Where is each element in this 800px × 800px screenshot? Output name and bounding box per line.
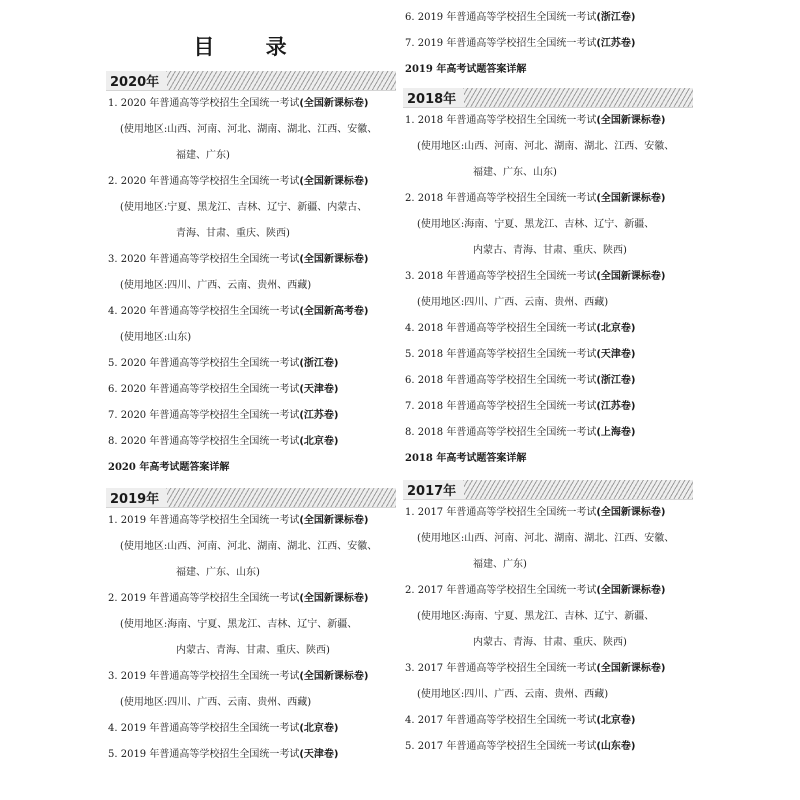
- usage-regions: (使用地区:四川、广西、云南、贵州、西藏): [417, 297, 609, 308]
- toc-entry[interactable]: [106, 508, 396, 534]
- paper-name: (山东卷): [596, 741, 636, 752]
- toc-entry[interactable]: [403, 108, 693, 134]
- usage-regions: (使用地区:四川、广西、云南、贵州、西藏): [120, 697, 312, 708]
- section-2017: [403, 480, 693, 760]
- exam-title: 5. 2019 年普通高等学校招生全国统一考试: [108, 749, 300, 760]
- exam-title: 2. 2020 年普通高等学校招生全国统一考试: [108, 176, 300, 187]
- toc-list: [403, 500, 693, 760]
- answers-link[interactable]: 2020 年高考试题答案详解: [108, 462, 230, 473]
- exam-title: 5. 2018 年普通高等学校招生全国统一考试: [405, 349, 597, 360]
- section-2020: [106, 71, 396, 481]
- header-hatch: [166, 488, 396, 507]
- paper-name: (江苏卷): [299, 410, 339, 421]
- toc-entry[interactable]: [403, 342, 693, 368]
- paper-name: (浙江卷): [596, 12, 636, 23]
- toc-entry[interactable]: [403, 420, 693, 446]
- toc-entry[interactable]: [106, 299, 396, 325]
- paper-name: (全国新课标卷): [299, 515, 369, 526]
- toc-entry[interactable]: [106, 403, 396, 429]
- usage-regions-continued: 内蒙古、青海、甘肃、重庆、陕西): [176, 645, 330, 656]
- toc-entry[interactable]: [106, 169, 396, 195]
- paper-name: (江苏卷): [596, 38, 636, 49]
- exam-title: 1. 2017 年普通高等学校招生全国统一考试: [405, 507, 597, 518]
- exam-title: 5. 2017 年普通高等学校招生全国统一考试: [405, 741, 597, 752]
- usage-regions: (使用地区:山西、河南、河北、湖南、湖北、江西、安徽、: [120, 124, 378, 135]
- usage-regions-continued: 青海、甘肃、重庆、陕西): [176, 228, 290, 239]
- toc-entry[interactable]: [403, 734, 693, 760]
- toc-entry[interactable]: [106, 716, 396, 742]
- toc-entry[interactable]: [106, 247, 396, 273]
- paper-name: (全国新课标卷): [299, 98, 369, 109]
- exam-title: 5. 2020 年普通高等学校招生全国统一考试: [108, 358, 300, 369]
- year-label: 2020年: [106, 73, 167, 91]
- right-column: [403, 0, 693, 760]
- paper-name: (全国新课标卷): [299, 671, 369, 682]
- usage-regions-continued: 福建、广东): [176, 150, 230, 161]
- exam-title: 6. 2019 年普通高等学校招生全国统一考试: [405, 12, 597, 23]
- answers-link[interactable]: 2019 年高考试题答案详解: [405, 64, 527, 75]
- toc-entry[interactable]: [403, 708, 693, 734]
- paper-name: (全国新课标卷): [596, 507, 666, 518]
- exam-title: 2. 2019 年普通高等学校招生全国统一考试: [108, 593, 300, 604]
- toc-entry[interactable]: [403, 578, 693, 604]
- paper-name: (浙江卷): [596, 375, 636, 386]
- year-header-2017: [403, 480, 693, 500]
- paper-name: (天津卷): [299, 749, 339, 760]
- year-label: 2017年: [403, 482, 464, 500]
- usage-regions: (使用地区:宁夏、黑龙江、吉林、辽宁、新疆、内蒙古、: [120, 202, 368, 213]
- exam-title: 7. 2020 年普通高等学校招生全国统一考试: [108, 410, 300, 421]
- toc-entry[interactable]: [106, 664, 396, 690]
- exam-title: 2. 2018 年普通高等学校招生全国统一考试: [405, 193, 597, 204]
- toc-entry[interactable]: [106, 351, 396, 377]
- paper-name: (全国新课标卷): [596, 271, 666, 282]
- exam-title: 4. 2019 年普通高等学校招生全国统一考试: [108, 723, 300, 734]
- usage-regions: (使用地区:海南、宁夏、黑龙江、吉林、辽宁、新疆、: [417, 611, 655, 622]
- page-title: 目 录: [193, 35, 309, 59]
- paper-name: (全国新课标卷): [596, 663, 666, 674]
- usage-regions: (使用地区:四川、广西、云南、贵州、西藏): [120, 280, 312, 291]
- toc-entry[interactable]: [403, 264, 693, 290]
- usage-regions: (使用地区:山东): [120, 332, 192, 343]
- exam-title: 4. 2018 年普通高等学校招生全国统一考试: [405, 323, 597, 334]
- exam-title: 1. 2020 年普通高等学校招生全国统一考试: [108, 98, 300, 109]
- exam-title: 1. 2018 年普通高等学校招生全国统一考试: [405, 115, 597, 126]
- exam-title: 1. 2019 年普通高等学校招生全国统一考试: [108, 515, 300, 526]
- left-column: [106, 0, 396, 768]
- paper-name: (北京卷): [299, 723, 339, 734]
- toc-entry[interactable]: [106, 429, 396, 455]
- paper-name: (全国新课标卷): [299, 254, 369, 265]
- paper-name: (北京卷): [596, 715, 636, 726]
- spacer: [106, 59, 396, 71]
- header-hatch: [463, 480, 693, 499]
- paper-name: (全国新高考卷): [299, 306, 369, 317]
- usage-regions: (使用地区:海南、宁夏、黑龙江、吉林、辽宁、新疆、: [417, 219, 655, 230]
- paper-name: (北京卷): [596, 323, 636, 334]
- toc-list: [106, 91, 396, 455]
- year-header-2020: [106, 71, 396, 91]
- toc-entry[interactable]: [403, 500, 693, 526]
- toc-entry[interactable]: [106, 377, 396, 403]
- toc-list: [403, 108, 693, 446]
- year-label: 2019年: [106, 490, 167, 508]
- paper-name: (全国新课标卷): [596, 193, 666, 204]
- paper-name: (全国新课标卷): [299, 593, 369, 604]
- paper-name: (全国新课标卷): [299, 176, 369, 187]
- toc-list: [106, 508, 396, 768]
- paper-name: (全国新课标卷): [596, 115, 666, 126]
- usage-regions: (使用地区:山西、河南、河北、湖南、湖北、江西、安徽、: [417, 533, 675, 544]
- toc-entry[interactable]: [403, 31, 693, 57]
- paper-name: (江苏卷): [596, 401, 636, 412]
- exam-title: 8. 2018 年普通高等学校招生全国统一考试: [405, 427, 597, 438]
- usage-regions-continued: 福建、广东、山东): [176, 567, 260, 578]
- answers-link[interactable]: 2018 年高考试题答案详解: [405, 453, 527, 464]
- header-hatch: [463, 88, 693, 107]
- toc-entry[interactable]: [106, 586, 396, 612]
- exam-title: 3. 2017 年普通高等学校招生全国统一考试: [405, 663, 597, 674]
- paper-name: (天津卷): [596, 349, 636, 360]
- usage-regions-continued: 福建、广东、山东): [473, 167, 557, 178]
- usage-regions-continued: 福建、广东): [473, 559, 527, 570]
- year-header-2018: [403, 88, 693, 108]
- usage-regions: (使用地区:海南、宁夏、黑龙江、吉林、辽宁、新疆、: [120, 619, 358, 630]
- paper-name: (天津卷): [299, 384, 339, 395]
- toc-entry[interactable]: [106, 742, 396, 768]
- exam-title: 3. 2018 年普通高等学校招生全国统一考试: [405, 271, 597, 282]
- toc-entry[interactable]: [403, 368, 693, 394]
- toc-entry[interactable]: [403, 656, 693, 682]
- exam-title: 4. 2017 年普通高等学校招生全国统一考试: [405, 715, 597, 726]
- exam-title: 3. 2019 年普通高等学校招生全国统一考试: [108, 671, 300, 682]
- spacer: [106, 481, 396, 488]
- exam-title: 8. 2020 年普通高等学校招生全国统一考试: [108, 436, 300, 447]
- header-hatch: [166, 71, 396, 90]
- usage-regions: (使用地区:山西、河南、河北、湖南、湖北、江西、安徽、: [417, 141, 675, 152]
- year-header-2019: [106, 488, 396, 508]
- exam-title: 2. 2017 年普通高等学校招生全国统一考试: [405, 585, 597, 596]
- toc-entry[interactable]: [403, 394, 693, 420]
- section-2019-continued: [403, 5, 693, 83]
- section-2019: [106, 488, 396, 768]
- toc-entry[interactable]: [106, 91, 396, 117]
- toc-list: [403, 5, 693, 57]
- usage-regions: (使用地区:山西、河南、河北、湖南、湖北、江西、安徽、: [120, 541, 378, 552]
- paper-name: (浙江卷): [299, 358, 339, 369]
- exam-title: 4. 2020 年普通高等学校招生全国统一考试: [108, 306, 300, 317]
- year-label: 2018年: [403, 90, 464, 108]
- exam-title: 3. 2020 年普通高等学校招生全国统一考试: [108, 254, 300, 265]
- paper-name: (上海卷): [596, 427, 636, 438]
- exam-title: 6. 2018 年普通高等学校招生全国统一考试: [405, 375, 597, 386]
- section-2018: [403, 88, 693, 472]
- toc-entry[interactable]: [403, 5, 693, 31]
- exam-title: 7. 2018 年普通高等学校招生全国统一考试: [405, 401, 597, 412]
- usage-regions-continued: 内蒙古、青海、甘肃、重庆、陕西): [473, 637, 627, 648]
- paper-name: (北京卷): [299, 436, 339, 447]
- usage-regions: (使用地区:四川、广西、云南、贵州、西藏): [417, 689, 609, 700]
- paper-name: (全国新课标卷): [596, 585, 666, 596]
- exam-title: 7. 2019 年普通高等学校招生全国统一考试: [405, 38, 597, 49]
- exam-title: 6. 2020 年普通高等学校招生全国统一考试: [108, 384, 300, 395]
- usage-regions-continued: 内蒙古、青海、甘肃、重庆、陕西): [473, 245, 627, 256]
- toc-entry[interactable]: [403, 316, 693, 342]
- spacer: [403, 472, 693, 480]
- toc-entry[interactable]: [403, 186, 693, 212]
